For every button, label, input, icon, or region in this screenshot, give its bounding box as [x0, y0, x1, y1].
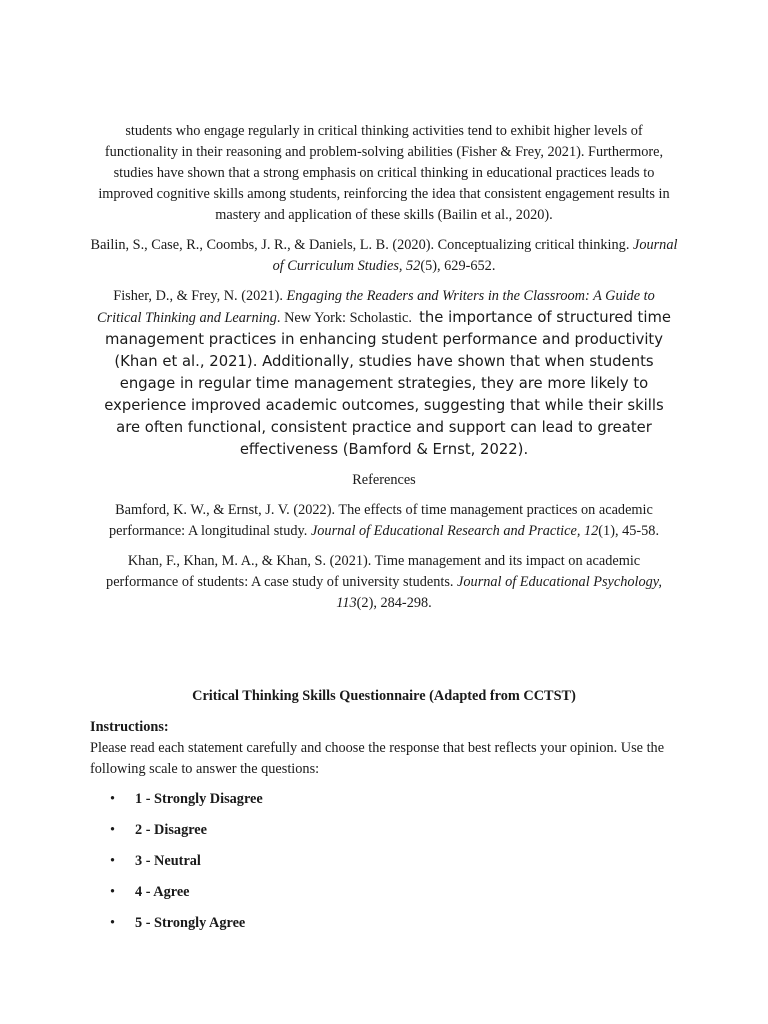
reference-khan-journal: Journal of Educational Psychology, 113	[336, 574, 662, 611]
reference-bamford-tail: (1), 45-58.	[598, 523, 660, 539]
reference-fisher-title: Engaging the Readers and Writers in the Classroom: A Guide to Critical Thinking and Learning	[97, 288, 655, 326]
reference-bailin-text: Bailin, S., Case, R., Coombs, J. R., & Daniels, L. B. (2020). Conceptualizing critical thinking.	[90, 237, 633, 253]
scale-item	[90, 789, 678, 810]
document-page	[90, 121, 678, 944]
scale-item-label: 5 - Strongly Agree	[135, 915, 246, 931]
scale-item	[90, 820, 678, 841]
scale-item	[90, 882, 678, 903]
scale-item	[90, 851, 678, 872]
bullet-icon: •	[110, 791, 116, 807]
reference-bamford-journal: Journal of Educational Research and Practice, 12	[310, 523, 599, 539]
bullet-icon: •	[110, 853, 116, 869]
page-gap	[90, 623, 678, 686]
scale-item	[90, 913, 678, 934]
instructions-label: Instructions:	[90, 719, 169, 735]
reference-bamford-text: Bamford, K. W., & Ernst, J. V. (2022). The effects of time management practices on academic performance: A longitudinal study.	[108, 502, 653, 539]
bullet-icon: •	[110, 884, 116, 900]
reference-bailin	[90, 235, 678, 277]
reference-khan-tail: (2), 284-298.	[356, 595, 432, 611]
rating-scale-list	[90, 789, 678, 934]
bullet-icon: •	[110, 915, 116, 931]
reference-bamford	[90, 500, 678, 542]
appended-paragraph: the importance of structured time management practices in enhancing student performance and productivity (Khan et al., 2021). Additionally, studies have shown that when students engage in regular time management strategies, they are more likely to experience improved academic outcomes, suggesting that while their skills are often functional, consistent practice and support can lead to greater effectiveness (Bamford & Ernst, 2022).	[104, 309, 671, 458]
reference-khan	[90, 551, 678, 614]
scale-item-label: 4 - Agree	[135, 884, 190, 900]
intro-paragraph: students who engage regularly in critical thinking activities tend to exhibit higher levels of functionality in their reasoning and problem-solving abilities (Fisher & Frey, 2021). Furthermore, studies have shown that a strong emphasis on critical thinking in educational practices leads to improved cognitive skills among students, reinforcing the idea that consistent engagement results in mastery and application of these skills (Bailin et al., 2020).	[98, 123, 670, 223]
reference-khan-text: Khan, F., Khan, M. A., & Khan, S. (2021). Time management and its impact on academic performance of students: A case study of university students.	[106, 553, 641, 590]
reference-bailin-journal: Journal of Curriculum Studies, 52	[272, 237, 678, 274]
reference-fisher	[90, 286, 678, 461]
bullet-icon: •	[110, 822, 116, 838]
questionnaire-title: Critical Thinking Skills Questionnaire (Adapted from CCTST)	[192, 688, 576, 704]
scale-item-label: 3 - Neutral	[135, 853, 201, 869]
scale-item-label: 1 - Strongly Disagree	[135, 791, 263, 807]
scale-item-label: 2 - Disagree	[135, 822, 207, 838]
reference-fisher-text: Fisher, D., & Frey, N. (2021).	[113, 288, 287, 304]
instructions-text: Please read each statement carefully and choose the response that best reflects your opinion. Use the following scale to answer the questions:	[90, 740, 665, 777]
references-heading: References	[352, 472, 416, 488]
reference-fisher-tail: . New York: Scholastic.	[276, 310, 412, 326]
reference-bailin-tail: (5), 629-652.	[420, 258, 496, 274]
